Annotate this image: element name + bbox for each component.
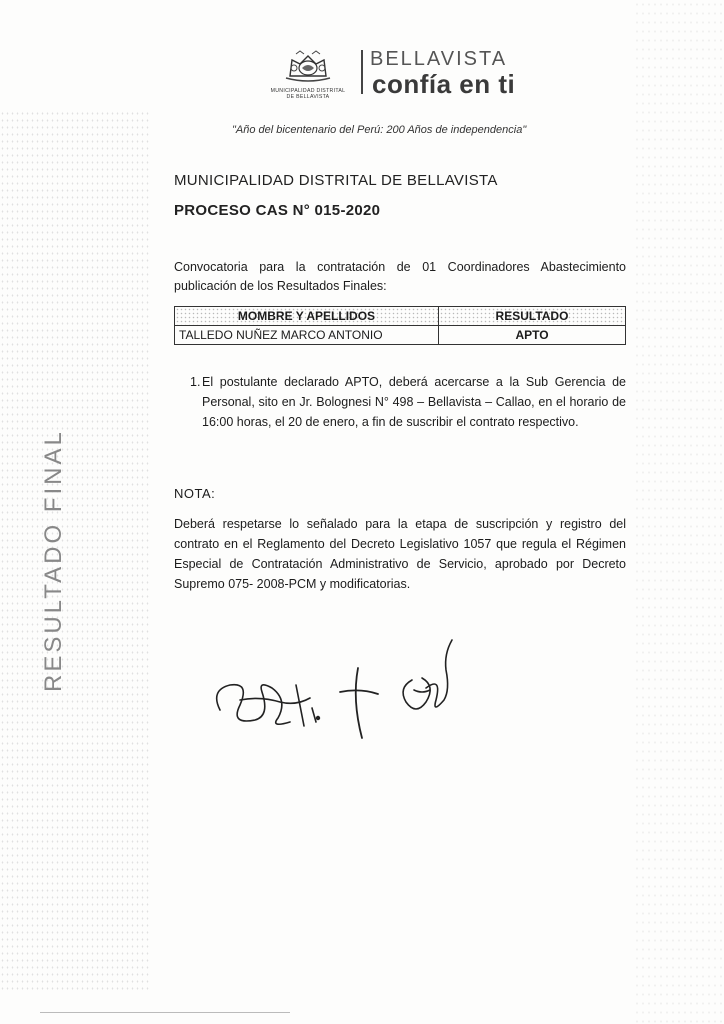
- column-header-result: RESULTADO: [439, 307, 626, 326]
- signature-1: [217, 685, 320, 726]
- seal-caption: [262, 88, 354, 100]
- municipal-seal-icon: [280, 48, 336, 88]
- note-paragraph: Deberá respetarse lo señalado para la etapa de suscripción y registro del contrato en el Reglamento del Decreto Legislativo 1057 que regula el Régimen Especial de Contratación Administrativo de Servicio, aprobado por Decreto Supremo 075- 2008-PCM y modificatorias.: [174, 517, 626, 591]
- logo-divider: [361, 50, 363, 94]
- seal-caption-line: DE BELLAVISTA: [286, 94, 330, 100]
- signature-3: [403, 640, 452, 709]
- scan-noise-right: [634, 0, 724, 1024]
- seal-caption-line: MUNICIPALIDAD DISTRITAL: [270, 88, 346, 94]
- process-title: PROCESO CAS N° 015-2020: [174, 202, 381, 219]
- table-row: [175, 326, 626, 345]
- table-header-row: [175, 307, 626, 326]
- candidate-name: TALLEDO NUÑEZ MARCO ANTONIO: [175, 326, 439, 345]
- year-motto: "Año del bicentenario del Perú: 200 Años de independencia": [232, 124, 527, 136]
- candidate-result: APTO: [439, 326, 626, 345]
- results-table: [174, 306, 626, 345]
- intro-paragraph: Convocatoria para la contratación de 01 Coordinadores Abastecimiento publicación de los Resultados Finales:: [174, 260, 626, 293]
- list-item-number: 1.: [190, 375, 201, 389]
- brand-slogan: confía en ti: [372, 69, 516, 99]
- footer-line: [40, 1012, 290, 1013]
- signatures: [200, 630, 480, 750]
- column-header-name: MOMBRE Y APELLIDOS: [175, 307, 439, 326]
- instructions-list: [174, 372, 626, 432]
- list-item: [174, 372, 626, 432]
- final-result-stamp: RESULTADO FINAL: [40, 429, 67, 692]
- note-label: NOTA:: [174, 486, 216, 501]
- signature-2: [340, 668, 378, 738]
- header-logo: [262, 44, 552, 106]
- list-item-text: El postulante declarado APTO, deberá acercarse a la Sub Gerencia de Personal, sito en Jr. Bolognesi N° 498 – Bellavista – Callao, en el horario de 16:00 horas, el 20 de enero, a fin de suscribir el contrato respectivo.: [202, 375, 626, 429]
- institution-heading: MUNICIPALIDAD DISTRITAL DE BELLAVISTA: [174, 172, 498, 189]
- brand-name: BELLAVISTA: [370, 48, 508, 70]
- scan-noise-left: [0, 110, 150, 990]
